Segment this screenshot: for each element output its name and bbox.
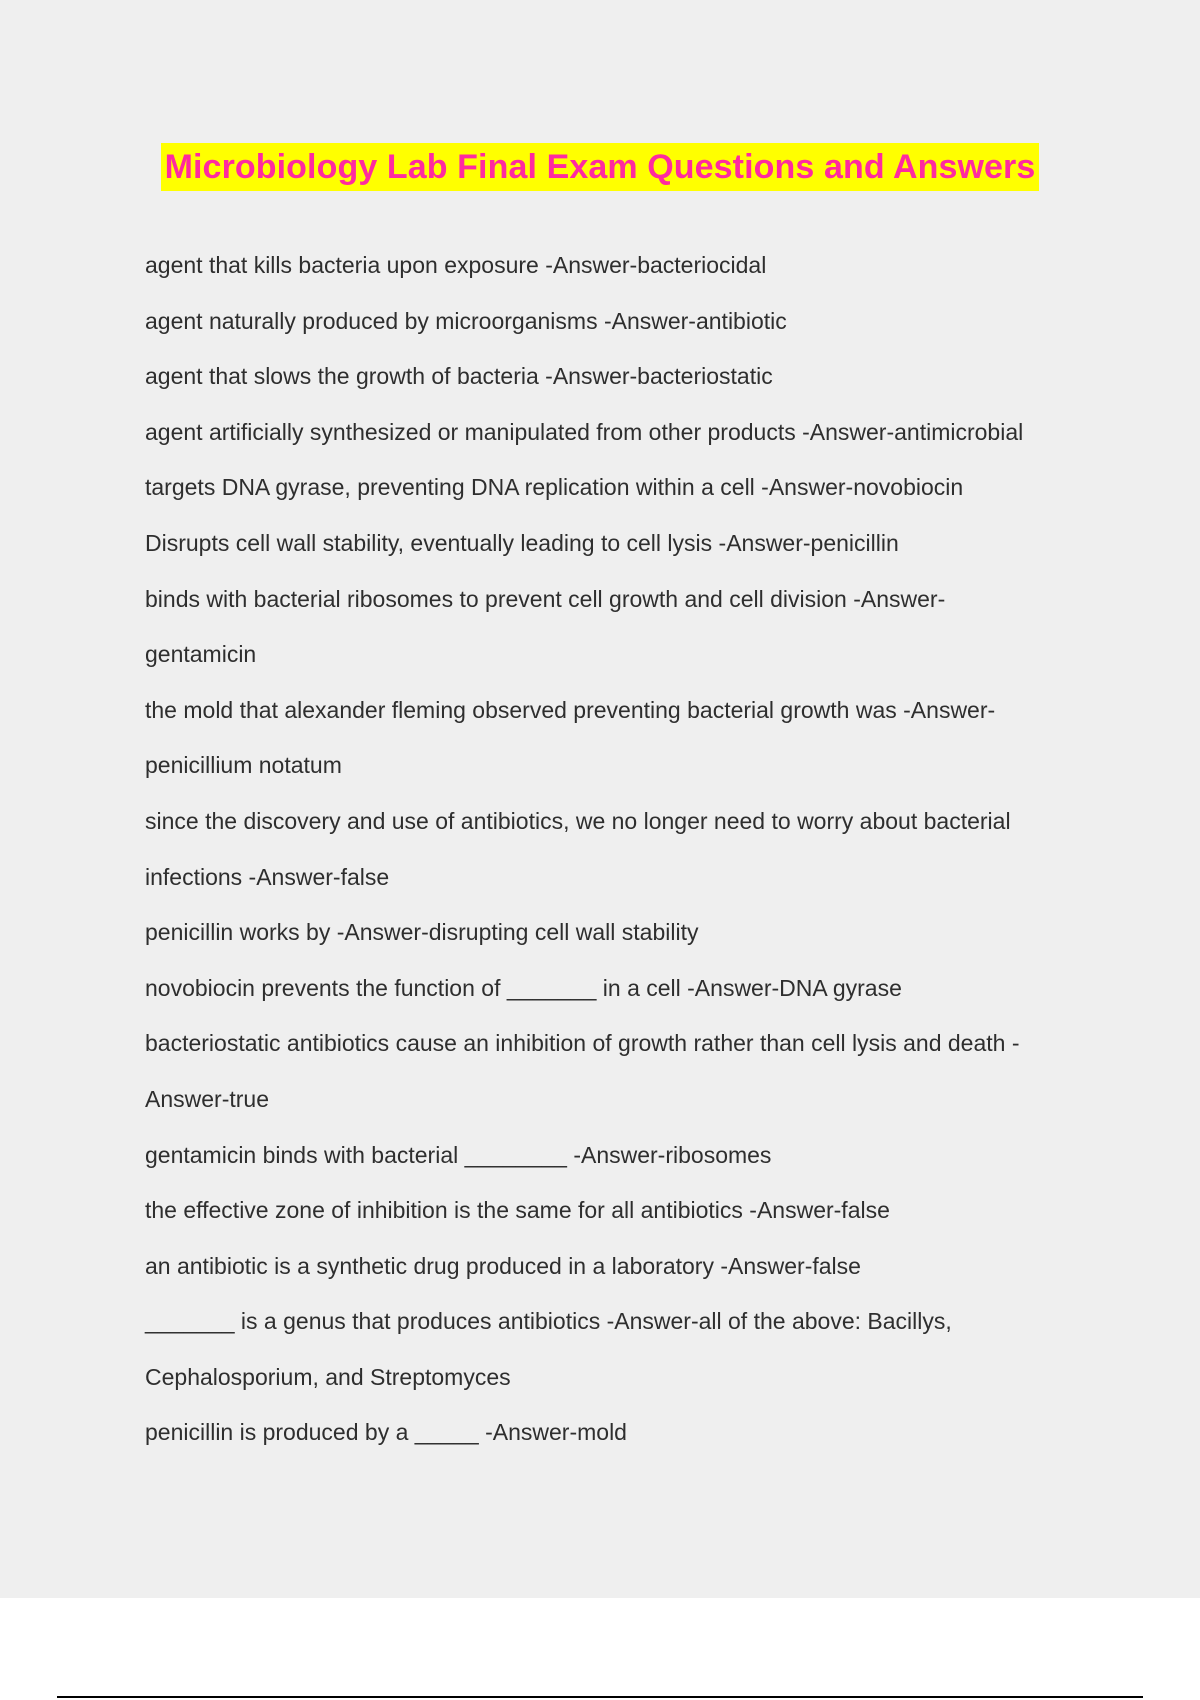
qa-line: penicillium notatum	[145, 752, 342, 779]
qa-line: bacteriostatic antibiotics cause an inhibition of growth rather than cell lysis and death -	[145, 1030, 1020, 1057]
qa-line: binds with bacterial ribosomes to prevent cell growth and cell division -Answer-	[145, 585, 946, 612]
qa-list	[145, 238, 1085, 1461]
title-container	[0, 143, 1200, 191]
qa-line: Answer-true	[145, 1085, 269, 1112]
qa-line: agent that kills bacteria upon exposure -Answer-bacteriocidal	[145, 252, 767, 278]
qa-line: an antibiotic is a synthetic drug produced in a laboratory -Answer-false	[145, 1252, 861, 1279]
qa-line: Disrupts cell wall stability, eventually leading to cell lysis -Answer-penicillin	[145, 529, 899, 556]
footer-divider	[57, 1696, 1143, 1698]
qa-line: gentamicin binds with bacterial ________ -Answer-ribosomes	[145, 1141, 772, 1168]
qa-line: targets DNA gyrase, preventing DNA replication within a cell -Answer-novobiocin	[145, 474, 964, 501]
qa-line: infections -Answer-false	[145, 863, 390, 890]
qa-line: Cephalosporium, and Streptomyces	[145, 1363, 511, 1390]
qa-line: the effective zone of inhibition is the same for all antibiotics -Answer-false	[145, 1197, 890, 1224]
page-title: Microbiology Lab Final Exam Questions and Answers	[161, 143, 1040, 191]
qa-line: gentamicin	[145, 641, 257, 668]
qa-line: agent artificially synthesized or manipulated from other products -Answer-antimicrobial	[145, 418, 1024, 445]
qa-line: penicillin works by -Answer-disrupting cell wall stability	[145, 919, 699, 946]
qa-line: _______ is a genus that produces antibiotics -Answer-all of the above: Bacillys,	[145, 1308, 952, 1335]
qa-line: since the discovery and use of antibiotics, we no longer need to worry about bacterial	[145, 807, 1011, 834]
qa-line: novobiocin prevents the function of _______ in a cell -Answer-DNA gyrase	[145, 974, 902, 1001]
qa-line: agent naturally produced by microorganisms -Answer-antibiotic	[145, 307, 787, 334]
qa-line: the mold that alexander fleming observed preventing bacterial growth was -Answer-	[145, 696, 996, 723]
qa-line: penicillin is produced by a _____ -Answer-mold	[145, 1419, 627, 1446]
qa-line: agent that slows the growth of bacteria -Answer-bacteriostatic	[145, 363, 773, 390]
